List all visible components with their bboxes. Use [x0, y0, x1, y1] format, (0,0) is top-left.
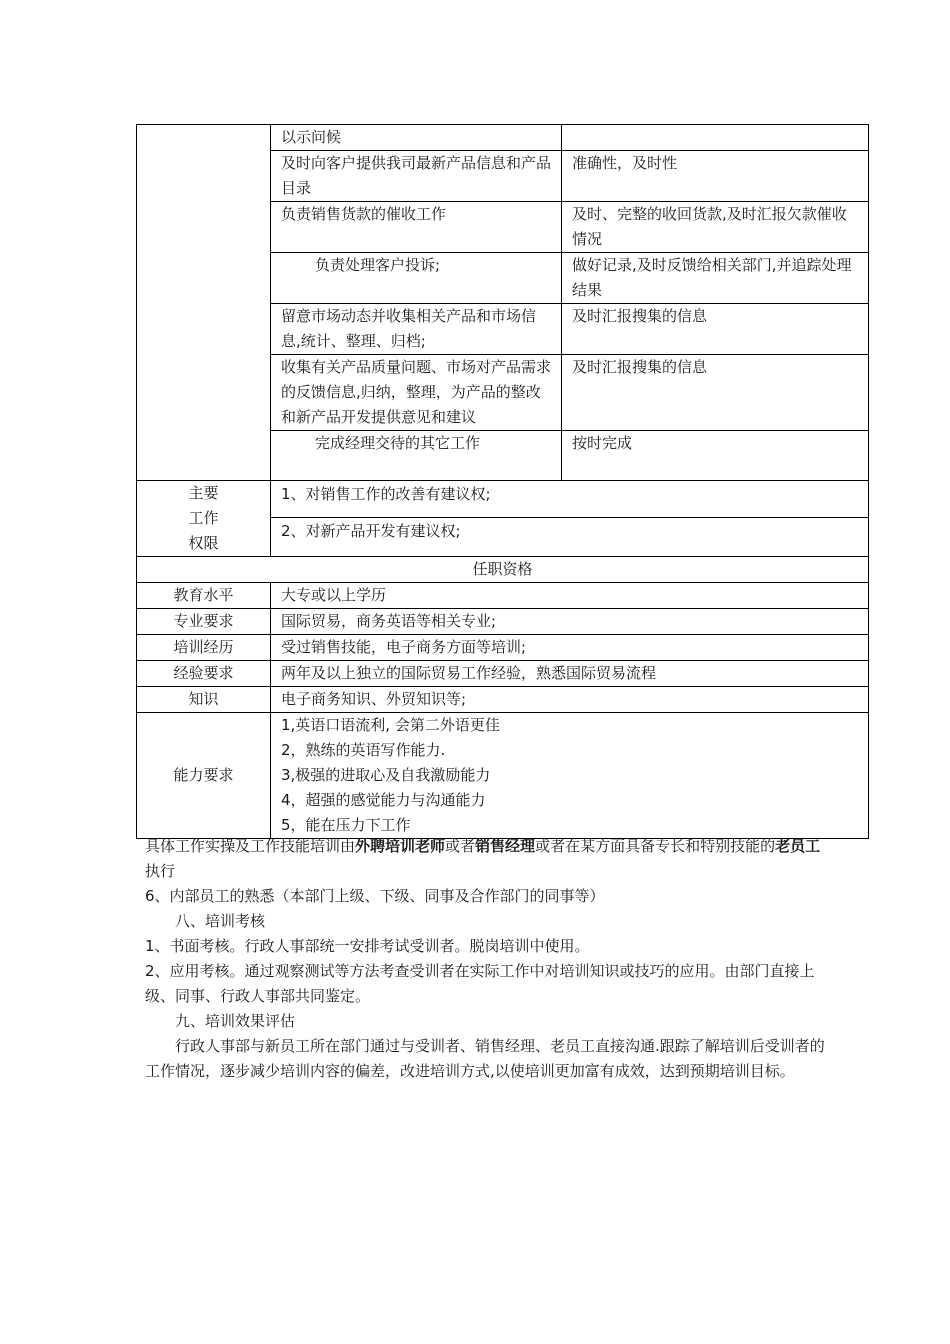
duties-section [137, 125, 869, 481]
duty-task: 留意市场动态并收集相关产品和市场信息,统计、整理、归档; [271, 304, 562, 355]
authority-item: 1、对销售工作的改善有建议权; [271, 481, 869, 518]
paragraph-evaluation: 行政人事部与新员工所在部门通过与受训者、销售经理、老员工直接沟通.跟踪了解培训后受训者的工作情况，逐步减少培训内容的偏差，改进培训方式,以使培训更加富有成效，达到预期培训目标。 [145, 1037, 825, 1080]
qualification-header: 任职资格 [137, 557, 869, 583]
section-heading-assessment: 八、培训考核 [175, 912, 266, 930]
duty-standard: 准确性，及时性 [562, 151, 869, 202]
paragraph-written-test: 1、书面考核。行政人事部统一安排考试受训者。脱岗培训中使用。 [145, 937, 590, 955]
qualification-value: 两年及以上独立的国际贸易工作经验，熟悉国际贸易流程 [271, 661, 869, 687]
qualification-row [137, 609, 869, 635]
ability-item: 2，熟练的英语写作能力. [281, 741, 446, 759]
authority-section [137, 481, 869, 557]
duty-row [137, 125, 869, 151]
bold-run: 外聘培训老师 [355, 837, 446, 855]
duty-task: 以示问候 [271, 125, 562, 151]
section-heading-evaluation: 九、培训效果评估 [175, 1012, 296, 1030]
bold-run: 老员工 [775, 837, 821, 855]
authority-item: 2、对新产品开发有建议权; [271, 517, 869, 556]
qualification-label: 经验要求 [137, 661, 271, 687]
paragraph-colleagues: 6、内部员工的熟悉（本部门上级、下级、同事及合作部门的同事等） [145, 887, 605, 905]
duty-label-empty [137, 125, 271, 481]
ability-item: 4，超强的感觉能力与沟通能力 [281, 791, 486, 809]
authority-label: 主要 工作 权限 [137, 481, 271, 557]
qualification-label: 培训经历 [137, 635, 271, 661]
duty-task: 及时向客户提供我司最新产品信息和产品目录 [271, 151, 562, 202]
text-run: 执行 [145, 862, 176, 880]
qualification-label: 知识 [137, 687, 271, 713]
ability-section [137, 713, 869, 839]
bold-run: 销售经理 [475, 837, 536, 855]
qualification-value: 电子商务知识、外贸知识等; [271, 687, 869, 713]
ability-list [271, 713, 869, 839]
text-run: 或者在某方面具备专长和特别技能的 [535, 837, 776, 855]
ability-item: 5，能在压力下工作 [281, 816, 411, 834]
ability-label: 能力要求 [137, 713, 271, 839]
qualification-label: 专业要求 [137, 609, 271, 635]
text-run: 具体工作实操及工作技能培训由 [145, 837, 356, 855]
duty-standard: 按时完成 [562, 431, 869, 481]
qualification-row [137, 661, 869, 687]
qualification-value: 受过销售技能，电子商务方面等培训; [271, 635, 869, 661]
duty-standard: 做好记录,及时反馈给相关部门,并追踪处理结果 [562, 253, 869, 304]
duty-standard: 及时、完整的收回货款,及时汇报欠款催收情况 [562, 202, 869, 253]
ability-item: 1,英语口语流利, 会第二外语更佳 [281, 716, 500, 734]
duty-standard [562, 125, 869, 151]
duty-task: 收集有关产品质量问题、市场对产品需求的反馈信息,归纳，整理，为产品的整改和新产品开发提供意见和建议 [271, 355, 562, 431]
duty-task: 负责销售货款的催收工作 [271, 202, 562, 253]
qualification-section [137, 557, 869, 713]
qualification-row [137, 583, 869, 609]
duty-task: 完成经理交待的其它工作 [271, 431, 562, 481]
paragraph-trainers [145, 834, 825, 884]
paragraph-applied-test: 2、应用考核。通过观察测试等方法考查受训者在实际工作中对培训知识或技巧的应用。由部门直接上级、同事、行政人事部共同鉴定。 [145, 962, 815, 1005]
qualification-row [137, 635, 869, 661]
qualification-value: 大专或以上学历 [271, 583, 869, 609]
duty-task: 负责处理客户投诉; [271, 253, 562, 304]
duty-standard: 及时汇报搜集的信息 [562, 304, 869, 355]
qualification-label: 教育水平 [137, 583, 271, 609]
duty-standard: 及时汇报搜集的信息 [562, 355, 869, 431]
text-run: 或者 [445, 837, 476, 855]
qualification-value: 国际贸易，商务英语等相关专业; [271, 609, 869, 635]
qualification-row [137, 687, 869, 713]
ability-item: 3,极强的进取心及自我激励能力 [281, 766, 491, 784]
job-description-table [136, 124, 869, 839]
body-text [145, 834, 825, 1084]
